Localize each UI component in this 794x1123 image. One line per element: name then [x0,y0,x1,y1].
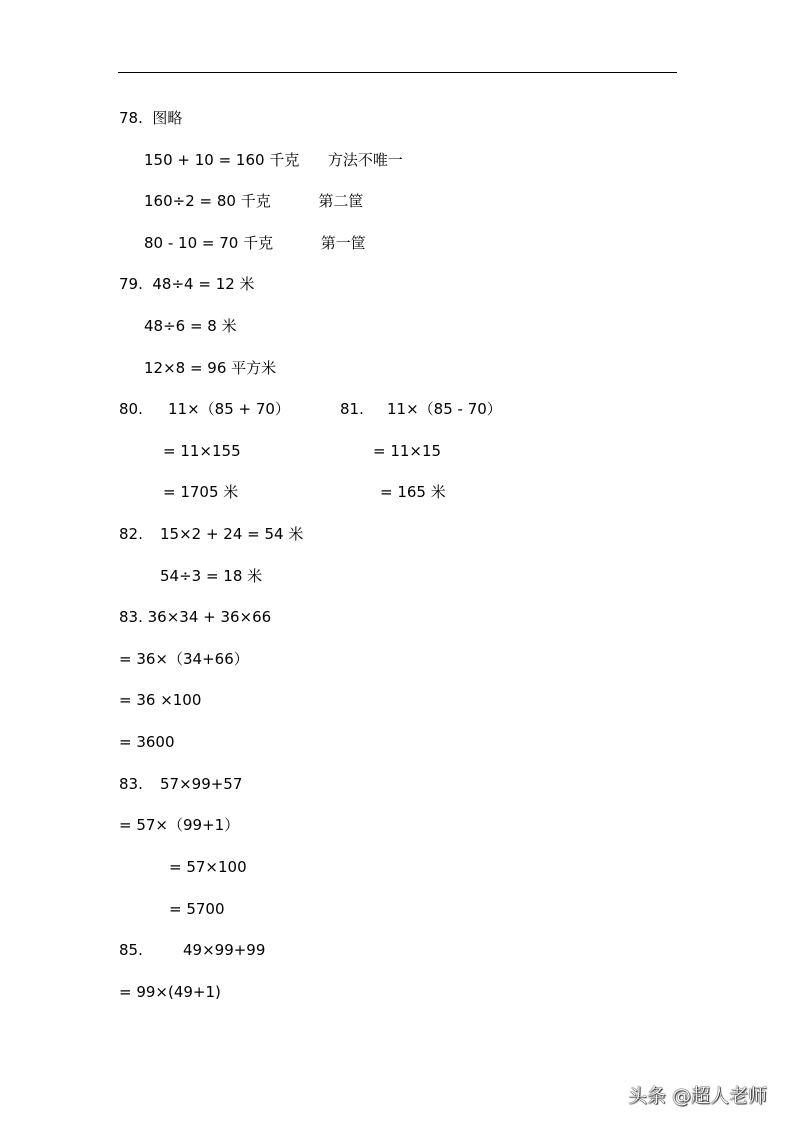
problem-85-step-1: = 99×(49+1) [119,983,221,1001]
problem-83a-step-1: = 36×（34+66） [119,650,249,668]
problem-83b-step-1: = 57×（99+1） [119,816,240,834]
problem-78-step-2: 160÷2 = 80 千克 第二筐 [144,192,364,210]
header-rule [118,72,677,73]
problem-82-step-1: 54÷3 = 18 米 [160,567,263,585]
problem-81-number: 81. [340,400,364,418]
problem-78-step-1: 150 + 10 = 160 千克 方法不唯一 [144,151,403,169]
problem-79-step-1: 48÷6 = 8 米 [144,317,237,335]
problem-79-step-2: 12×8 = 96 平方米 [144,359,277,377]
problem-85-expression: 49×99+99 [183,941,266,959]
problem-83a-step-3: = 3600 [119,733,175,751]
problem-80-step-1: = 11×155 [163,442,241,460]
problem-78-header: 78. 图略 [119,109,183,127]
problem-81-step-1: = 11×15 [373,442,442,460]
problem-80-step-2: = 1705 米 [163,483,239,501]
problem-83b-expression: 57×99+57 [160,775,243,793]
problem-83a-header: 83. 36×34 + 36×66 [119,608,272,626]
problem-83a-step-2: = 36 ×100 [119,691,202,709]
problem-81-step-2: = 165 米 [380,483,446,501]
problem-85-number: 85. [119,941,143,959]
problem-78-step-3: 80 - 10 = 70 千克 第一筐 [144,234,366,252]
problem-81-expression: 11×（85 - 70） [387,400,502,418]
problem-82-number: 82. [119,525,143,543]
problem-83b-step-2: = 57×100 [169,858,247,876]
problem-83b-number: 83. [119,775,143,793]
problem-82-expression: 15×2 + 24 = 54 米 [160,525,304,543]
problem-79-header: 79. 48÷4 = 12 米 [119,275,255,293]
watermark-text: 头条 @超人老师 [628,1085,768,1107]
problem-80-number: 80. [119,400,143,418]
problem-83b-step-3: = 5700 [169,900,225,918]
problem-80-expression: 11×（85 + 70） [168,400,290,418]
